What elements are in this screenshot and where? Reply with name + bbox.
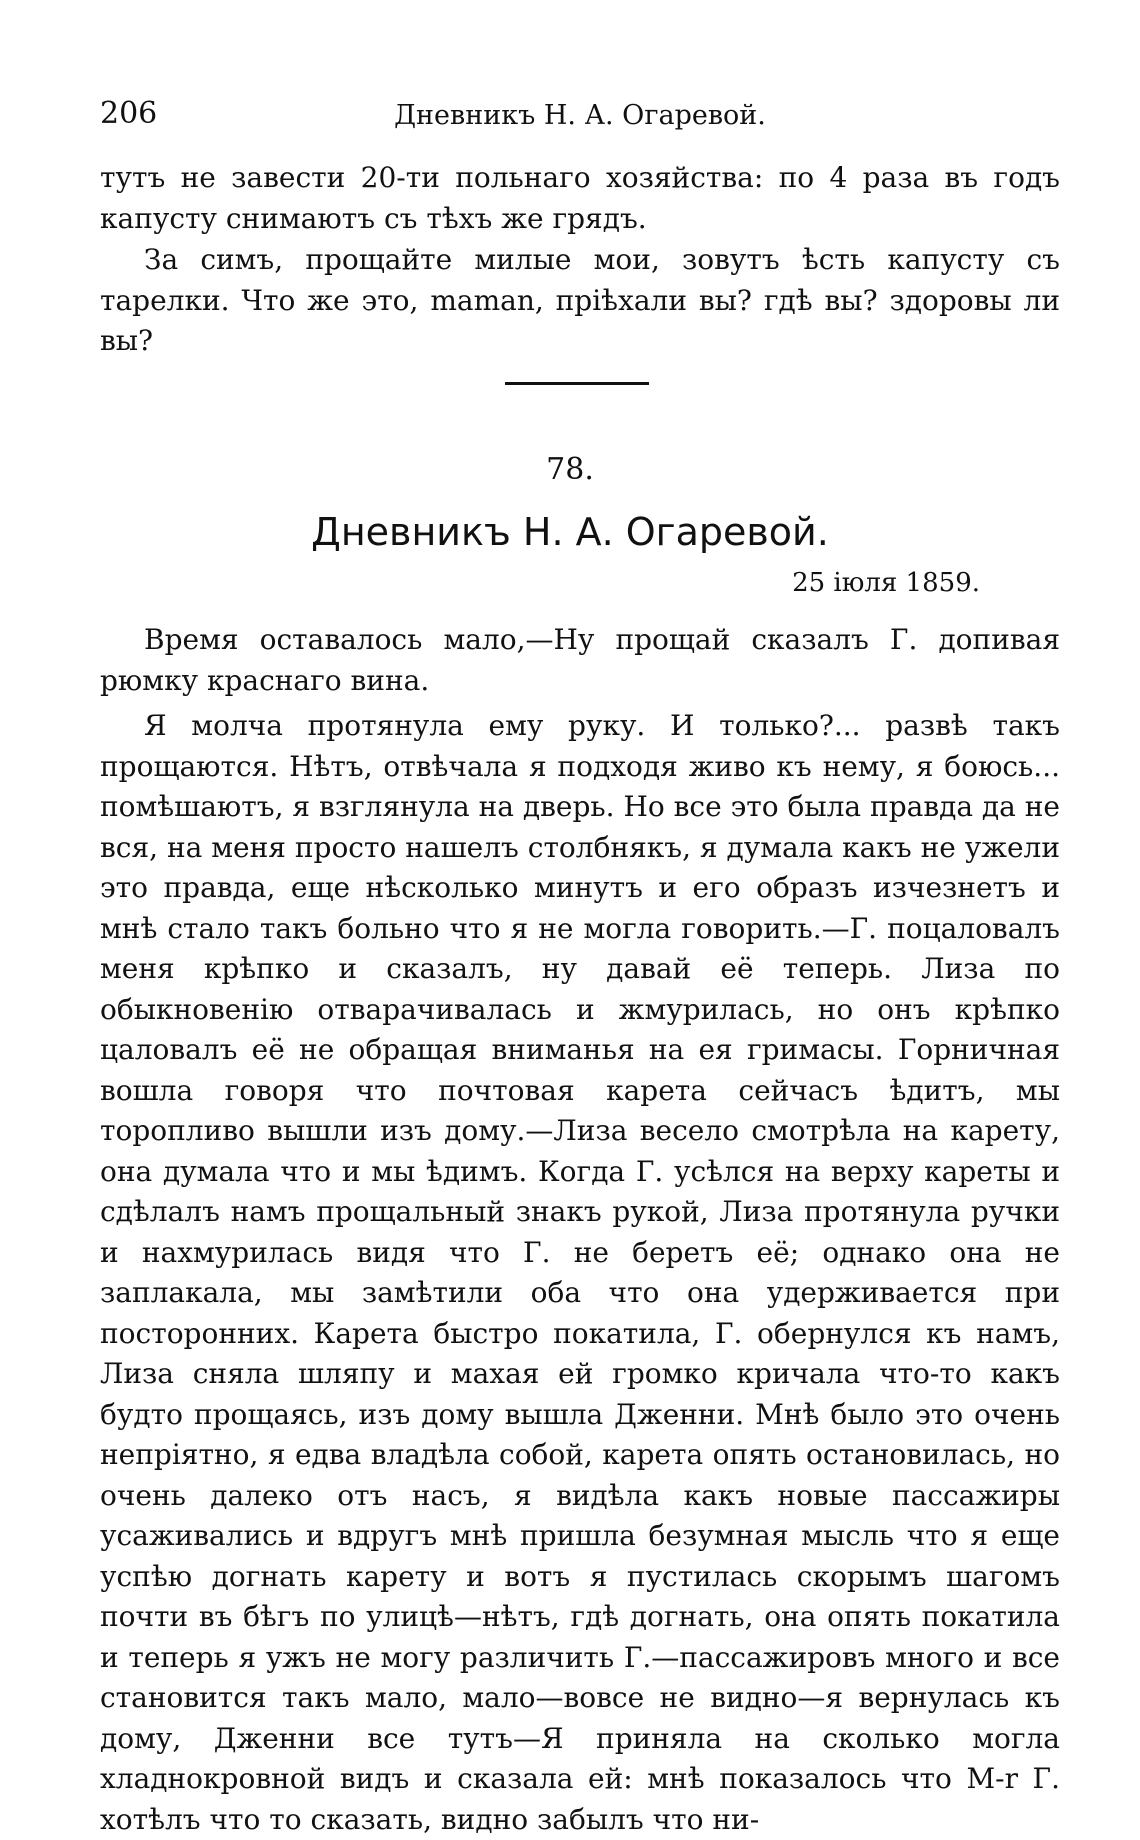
section-divider — [505, 382, 649, 385]
page-number: 206 — [100, 96, 158, 131]
entry-paragraph-2: Я молча протянула ему руку. И только?... развѣ такъ прощаются. Нѣтъ, отвѣчала я подходя живо къ нему, я боюсь... помѣшаютъ, я взглянула на дверь. Но все это была правда да не вся, на меня просто нашелъ столбнякъ, я думала какъ не ужели это правда, еще нѣсколько минутъ и его образъ изчезнетъ и мнѣ стало такъ больно что я не могла говорить.—Г. поцаловалъ меня крѣпко и сказалъ, ну давай её теперь. Лиза по обыкновенію отварачивалась и жмурилась, но онъ крѣпко цаловалъ её не обращая вниманья на ея гримасы. Горничная вошла говоря что почтовая карета сейчасъ ѣдитъ, мы торопливо вышли изъ дому.—Лиза весело смотрѣла на карету, она думала что и мы ѣдимъ. Когда Г. усѣлся на верху кареты и сдѣлалъ намъ прощальный знакъ рукой, Лиза протянула ручки и нахмурилась видя что Г. не беретъ её; однако она не заплакала, мы замѣтили оба что она удерживается при посторонних. Карета быстро покатила, Г. обернулся къ намъ, Лиза сняла шляпу и махая ей громко кричала что-то какъ будто прощаясь, изъ дому вышла Дженни. Мнѣ было это очень непріятно, я едва владѣла собой, карета опять остановилась, но очень далеко отъ насъ, я видѣла какъ новые пассажиры усаживались и вдругъ мнѣ пришла безумная мысль что я еще успѣю догнать карету и вотъ я пустилась скорымъ шагомъ почти въ бѣгъ по улицѣ—нѣтъ, гдѣ догнать, она опять покатила и теперь я ужъ не могу различить Г.—пассажировъ много и все становится такъ мало, мало—вовсе не видно—я вернулась къ дому, Дженни все тутъ—Я приняла на сколько могла хладнокровной видъ и сказала ей: мнѣ показалось что M-r Г. хотѣлъ что то сказать, видно забылъ что ни- — [100, 709, 1060, 1836]
page-header — [100, 96, 1060, 146]
intro-paragraph-1: тутъ не завести 20-ти польнаго хозяйства: по 4 раза въ годъ капусту снимаютъ съ тѣхъ же грядъ. — [100, 161, 1060, 235]
entry-title: Дневникъ Н. А. Огаревой. — [311, 510, 829, 554]
running-title: Дневникъ Н. А. Огаревой. — [394, 100, 766, 131]
entry-paragraph-1: Время оставалось мало,—Ну прощай сказалъ Г. допивая рюмку краснаго вина. — [100, 623, 1060, 697]
intro-paragraph-2: За симъ, прощайте милые мои, зовутъ ѣсть капусту съ тарелки. Что же это, maman, пріѣхали вы? гдѣ вы? здоровы ли вы? — [100, 243, 1060, 357]
entry-number: 78. — [546, 452, 594, 487]
entry-date: 25 іюля 1859. — [792, 568, 980, 598]
